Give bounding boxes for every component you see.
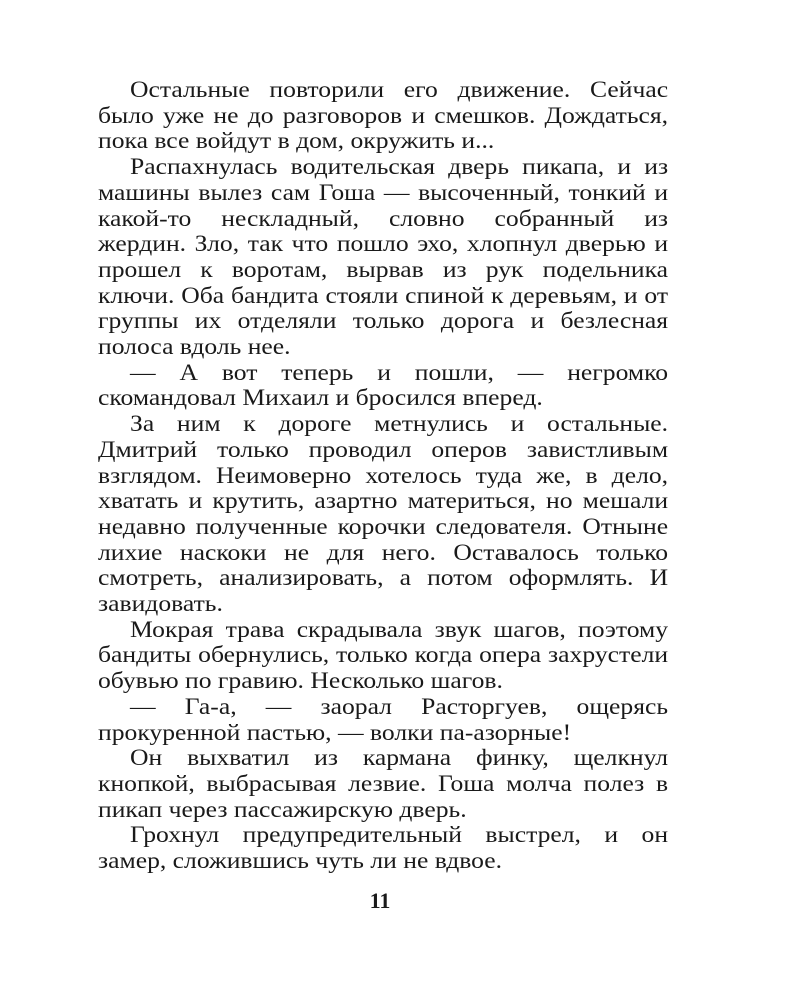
- paragraph-6: — Га-а, — заорал Расторгуев, ощерясь прокуренной пастью, — волки па-азорные!: [98, 693, 669, 746]
- paragraph-5: Мокрая трава скрадывала звук шагов, поэтому бандиты обернулись, только когда опера захрустели обувью по гравию. Несколько шагов.: [98, 616, 669, 695]
- page-number: 11: [369, 888, 391, 913]
- paragraph-4: За ним к дороге метнулись и остальные. Дмитрий только проводил оперов завистливым взглядом. Неимоверно хотелось туда же, в дело, хватать и крутить, азартно материться, но мешали недавно полученные корочки следователя. Отныне лихие наскоки не для него. Оставалось только смотреть, анализировать, а потом оформлять. И завидовать.: [98, 411, 669, 618]
- body-text: [98, 78, 668, 875]
- paragraph-2: Распахнулась водительская дверь пикапа, и из машины вылез сам Гоша — высоченный, тонкий и какой-то нескладный, словно собранный из жердин. Зло, так что пошло эхо, хлопнул дверью и прошел к воротам, вырвав из рук подельника ключи. Оба бандита стояли спиной к деревьям, и от группы их отделяли только дорога и безлесная полоса вдоль нее.: [98, 154, 669, 361]
- paragraph-7: Он выхватил из кармана финку, щелкнул кнопкой, выбрасывая лезвие. Гоша молча полез в пикап через пассажирскую дверь.: [98, 745, 669, 823]
- paragraph-8: Грохнул предупредительный выстрел, и он замер, сложившись чуть ли не вдвое.: [98, 822, 669, 875]
- paragraph-3: — А вот теперь и пошли, — негромко скомандовал Михаил и бросился вперед.: [98, 359, 669, 412]
- paragraph-1: Остальные повторили его движение. Сейчас было уже не до разговоров и смешков. Дождаться, пока все войдут в дом, окружить и...: [98, 77, 669, 155]
